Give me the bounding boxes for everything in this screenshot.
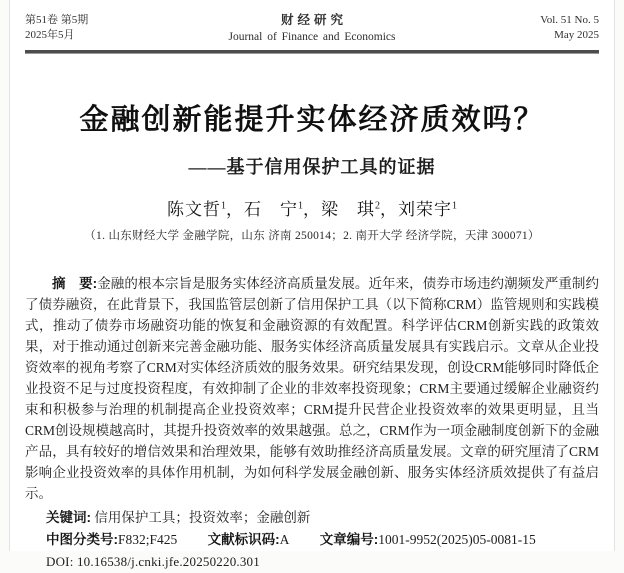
clc-group	[46, 532, 177, 547]
journal-title-en: Journal of Finance and Economics	[145, 30, 479, 45]
author-separator: ，	[380, 200, 398, 219]
doc-code-group	[208, 532, 290, 547]
author-name: 刘荣宇	[398, 200, 452, 219]
header-right	[479, 13, 599, 43]
author-name: 陈文哲	[167, 200, 221, 219]
abstract-label: 摘 要:	[52, 276, 97, 291]
author-name: 梁 琪	[321, 200, 375, 219]
authors-line	[25, 195, 599, 220]
article-id-value: 1001-9952(2025)05-0081-15	[378, 532, 535, 547]
article-id-group	[320, 532, 536, 547]
abstract-text: 金融的根本宗旨是服务实体经济高质量发展。近年来，债券市场违约潮频发严重制约了债券融资，在此背景下，我国监管层创新了信用保护工具（以下简称CRM）监管规则和实践模式，推动了债券市场融资功能的恢复和金融资源的有效配置。科学评估CRM创新实践的政策效果，对于推动通过创新来完善金融功能、服务实体经济高质量发展具有实践启示。文章从企业投资效率的视角考察了CRM对实体经济质效的服务效果。研究结果发现，创设CRM能够同时降低企业投资不足与过度投资程度，有效抑制了企业的非效率投资现象；CRM主要通过缓解企业融资约束和积极参与治理的机制提高企业投资效率；CRM提升民营企业投资效率的效果更明显，且当CRM创设规模越高时，其提升投资效率的效果越强。总之，CRM作为一项金融制度创新下的金融产品，具有较好的增信效果和治理效果，能够有效助推经济高质量发展。文章的研究厘清了CRM影响企业投资效率的具体作用机制，为如何科学发展金融创新、服务实体经济质效提供了有益启示。	[25, 276, 599, 501]
author-affil-mark: 1	[298, 200, 303, 211]
keywords-label: 关键词:	[46, 510, 91, 525]
doc-code-value: A	[280, 532, 290, 547]
volume-issue-cn: 第51卷 第5期	[25, 13, 145, 28]
clc-label: 中图分类号:	[46, 532, 118, 547]
journal-title-cn: 财经研究	[145, 13, 479, 28]
keywords-text: 信用保护工具；投资效率；金融创新	[94, 510, 310, 525]
article-subtitle: ——基于信用保护工具的证据	[25, 153, 599, 179]
clc-value: F832;F425	[118, 532, 177, 547]
doi-line	[25, 551, 599, 573]
doc-code-label: 文献标识码:	[208, 532, 280, 547]
classification-line	[25, 529, 599, 551]
article-title: 金融创新能提升实体经济质效吗？	[25, 97, 599, 138]
doi-value: 10.16538/j.cnki.jfe.20250220.301	[77, 554, 260, 569]
article-id-label: 文章编号:	[320, 532, 379, 547]
volume-issue-en: Vol. 51 No. 5	[479, 13, 599, 28]
author-separator: ，	[226, 200, 244, 219]
author-separator: ，	[303, 200, 321, 219]
author-affil-mark: 2	[375, 200, 380, 211]
issue-date-en: May 2025	[479, 28, 599, 43]
author-name: 石 宁	[244, 200, 298, 219]
journal-page	[9, 0, 615, 551]
issue-date-cn: 2025年5月	[25, 28, 145, 43]
keywords-line	[25, 507, 599, 529]
journal-header	[25, 13, 599, 45]
abstract-paragraph	[25, 273, 599, 504]
affiliation-line: （1. 山东财经大学 金融学院，山东 济南 250014；2. 南开大学 经济学院，天津 300071）	[25, 227, 599, 243]
header-left	[25, 13, 145, 43]
author-affil-mark: 1	[221, 200, 226, 211]
doi-label: DOI:	[46, 554, 74, 569]
header-rule	[25, 50, 599, 54]
author-affil-mark: 1	[452, 200, 457, 211]
header-center	[145, 13, 479, 45]
